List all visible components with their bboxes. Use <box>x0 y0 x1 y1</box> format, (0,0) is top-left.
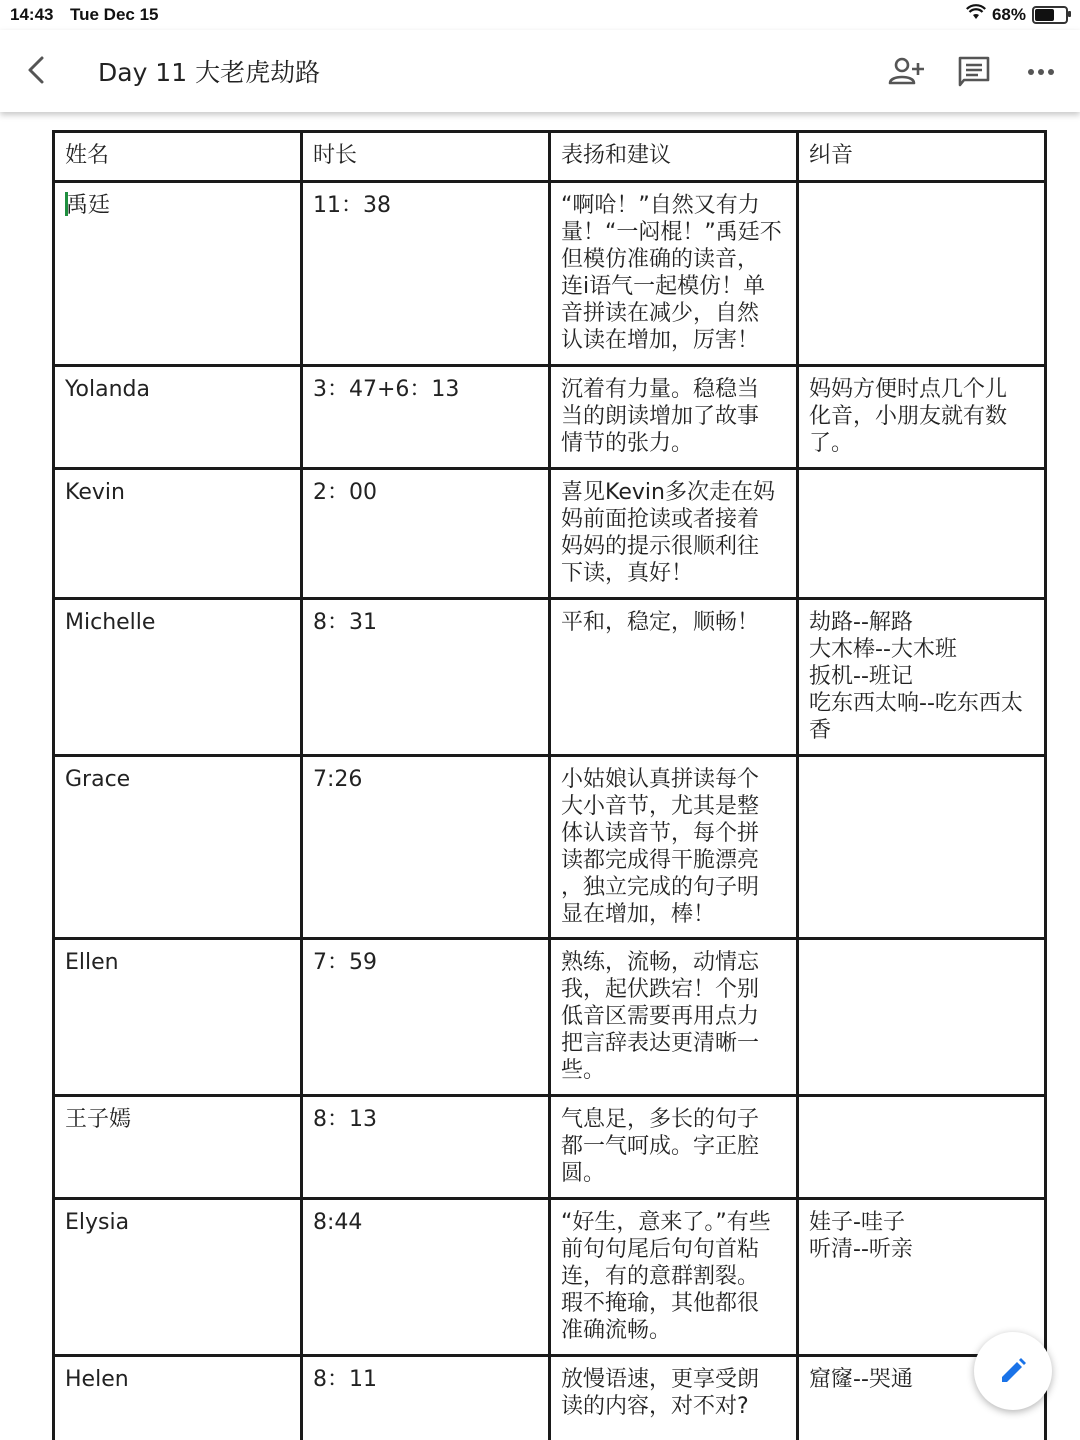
student-name: Michelle <box>65 610 156 635</box>
cell-comment-line: 把言辞表达更清晰一 <box>561 1031 760 1056</box>
cell-comment-line: 妈前面抢读或者接着 <box>561 507 760 532</box>
table-row <box>54 469 1046 599</box>
cell-comment-line: 平和，稳定，顺畅！ <box>561 610 760 635</box>
cell-correction[interactable] <box>798 756 1046 939</box>
cell-comment-line: 都一气呵成。字正腔 <box>561 1134 760 1159</box>
cell-correction[interactable] <box>798 599 1046 756</box>
cell-comment[interactable] <box>550 1199 798 1356</box>
student-name: Grace <box>65 767 131 792</box>
cell-comment-line: 读都完成得干脆漂亮 <box>561 848 760 873</box>
cell-comment[interactable] <box>550 1356 798 1440</box>
student-name: Ellen <box>65 950 119 975</box>
cell-comment[interactable] <box>550 939 798 1096</box>
header-name[interactable]: 姓名 <box>54 132 302 182</box>
cell-comment-line: 前句句尾后句句首粘 <box>561 1237 760 1262</box>
cell-duration[interactable]: 2：00 <box>302 469 550 599</box>
cell-name[interactable] <box>54 1356 302 1440</box>
cell-correction-line: 扳机--班记 <box>809 664 913 689</box>
cell-comment-line: 沉着有力量。稳稳当 <box>561 377 760 402</box>
cell-duration[interactable]: 8：13 <box>302 1096 550 1199</box>
cell-correction-line: 香 <box>809 718 832 743</box>
cell-comment-line: 瑕不掩瑜，其他都很 <box>561 1291 760 1316</box>
cell-comment[interactable] <box>550 366 798 469</box>
table-header-row <box>54 132 1046 182</box>
table-row <box>54 1096 1046 1199</box>
cell-comment-line: ，独立完成的句子明 <box>561 875 760 900</box>
cell-comment-line: 妈妈的提示很顺利往 <box>561 534 760 559</box>
cell-comment[interactable] <box>550 469 798 599</box>
wifi-icon <box>966 4 986 25</box>
cell-name[interactable] <box>54 939 302 1096</box>
cell-comment-line: 连i语气一起模仿！单 <box>561 274 766 299</box>
document-body[interactable] <box>0 112 1080 1440</box>
cell-correction[interactable] <box>798 469 1046 599</box>
cell-comment-line: 大小音节，尤其是整 <box>561 794 760 819</box>
header-duration[interactable]: 时长 <box>302 132 550 182</box>
cell-correction-line: 大木棒--大木班 <box>809 637 957 662</box>
battery-percent: 68% <box>991 4 1026 24</box>
cell-comment-line: 准确流畅。 <box>561 1318 672 1343</box>
cell-comment-line: 圆。 <box>561 1161 606 1186</box>
status-bar <box>0 0 1080 30</box>
student-name: 禹廷 <box>66 193 111 218</box>
cell-comment-line: 我，起伏跌宕！个别 <box>561 977 760 1002</box>
cell-comment-line: “啊哈！”自然又有力 <box>561 193 760 218</box>
feedback-table <box>52 130 1047 1440</box>
cell-duration[interactable]: 7：59 <box>302 939 550 1096</box>
cell-comment-line: 小姑娘认真拼读每个 <box>561 767 760 792</box>
cell-correction-line: 娃子-哇子 <box>809 1210 905 1235</box>
cell-comment-line: 连，有的意群割裂。 <box>561 1264 760 1289</box>
table-row <box>54 599 1046 756</box>
share-button[interactable] <box>884 50 928 94</box>
cell-comment[interactable] <box>550 1096 798 1199</box>
cell-correction-line: 吃东西太响--吃东西太 <box>809 691 1023 716</box>
cell-correction[interactable] <box>798 366 1046 469</box>
cell-name[interactable] <box>54 756 302 939</box>
cell-correction[interactable] <box>798 1096 1046 1199</box>
add-person-icon <box>884 79 928 98</box>
table-row <box>54 366 1046 469</box>
cell-comment-line: 音拼读在减少，自然 <box>561 301 760 326</box>
table-row <box>54 1199 1046 1356</box>
table-row <box>54 756 1046 939</box>
student-name: Yolanda <box>65 377 150 402</box>
cell-name[interactable] <box>54 469 302 599</box>
cell-correction-line: 窟窿--哭通 <box>809 1367 913 1392</box>
cell-comment-line: 但模仿准确的读音， <box>561 247 760 272</box>
edit-fab-button[interactable] <box>974 1332 1052 1410</box>
cell-correction-line: 听清--听亲 <box>809 1237 913 1262</box>
status-time: 14:43 <box>10 5 54 24</box>
cell-correction-line: 化音，小朋友就有数 <box>809 404 1008 429</box>
cell-name[interactable] <box>54 366 302 469</box>
cell-correction[interactable] <box>798 182 1046 366</box>
doc-toolbar <box>0 30 1080 112</box>
comments-button[interactable] <box>952 50 996 94</box>
cell-duration[interactable]: 8：31 <box>302 599 550 756</box>
cell-comment[interactable] <box>550 756 798 939</box>
back-arrow-icon <box>18 75 58 94</box>
cell-comment-line: 当的朗读增加了故事 <box>561 404 760 429</box>
cell-comment-line: 体认读音节，每个拼 <box>561 821 760 846</box>
cell-comment[interactable] <box>550 182 798 366</box>
cell-comment-line: 显在增加，棒！ <box>561 902 716 927</box>
header-correction[interactable]: 纠音 <box>798 132 1046 182</box>
student-name: 王子嫣 <box>65 1107 132 1132</box>
table-row <box>54 182 1046 366</box>
cell-name[interactable] <box>54 1096 302 1199</box>
cell-comment-line: 些。 <box>561 1058 606 1083</box>
cell-comment-line: “好生，意来了。”有些 <box>561 1210 771 1235</box>
cell-correction-line: 了。 <box>809 431 854 456</box>
cell-comment-line: 放慢语速，更享受朗 <box>561 1367 760 1392</box>
cell-duration[interactable]: 8:44 <box>302 1199 550 1356</box>
more-options-button[interactable] <box>1019 50 1063 94</box>
cell-comment-line: 熟练，流畅，动情忘 <box>561 950 760 975</box>
cell-comment-line: 气息足，多长的句子 <box>561 1107 760 1132</box>
comment-icon <box>952 79 996 98</box>
cell-comment-line: 量！“一闷棍！”禹廷不 <box>561 220 782 245</box>
cell-name[interactable] <box>54 182 302 366</box>
student-name: Kevin <box>65 480 125 505</box>
status-date: Tue Dec 15 <box>70 5 159 24</box>
cell-duration[interactable]: 8：11 <box>302 1356 550 1440</box>
table-row <box>54 1356 1046 1440</box>
cell-correction-line: 劫路--解路 <box>809 610 913 635</box>
cell-duration[interactable]: 11：38 <box>302 182 550 366</box>
cell-comment[interactable] <box>550 599 798 756</box>
battery-icon <box>1032 6 1068 24</box>
document-title: Day 11 大老虎劫路 <box>98 58 321 87</box>
student-name: Elysia <box>65 1210 130 1235</box>
cell-comment-line: 喜见Kevin多次走在妈 <box>561 480 775 505</box>
cell-comment-line: 下读，真好！ <box>561 561 694 586</box>
more-icon <box>1019 79 1063 98</box>
table-row <box>54 939 1046 1096</box>
cell-correction[interactable] <box>798 939 1046 1096</box>
cell-comment-line: 读的内容，对不对? <box>561 1394 749 1419</box>
cell-comment-line: 认读在增加，厉害！ <box>561 328 760 353</box>
cell-correction-line: 妈妈方便时点几个儿 <box>809 377 1008 402</box>
cell-comment-line: 情节的张力。 <box>561 431 694 456</box>
cell-name[interactable] <box>54 599 302 756</box>
back-button[interactable] <box>18 50 58 90</box>
student-name: Helen <box>65 1367 129 1392</box>
cell-name[interactable] <box>54 1199 302 1356</box>
status-right <box>966 4 1068 25</box>
header-comment[interactable]: 表扬和建议 <box>550 132 798 182</box>
cell-duration[interactable]: 7:26 <box>302 756 550 939</box>
cell-comment-line: 低音区需要再用点力 <box>561 1004 760 1029</box>
cell-duration[interactable]: 3：47+6：13 <box>302 366 550 469</box>
